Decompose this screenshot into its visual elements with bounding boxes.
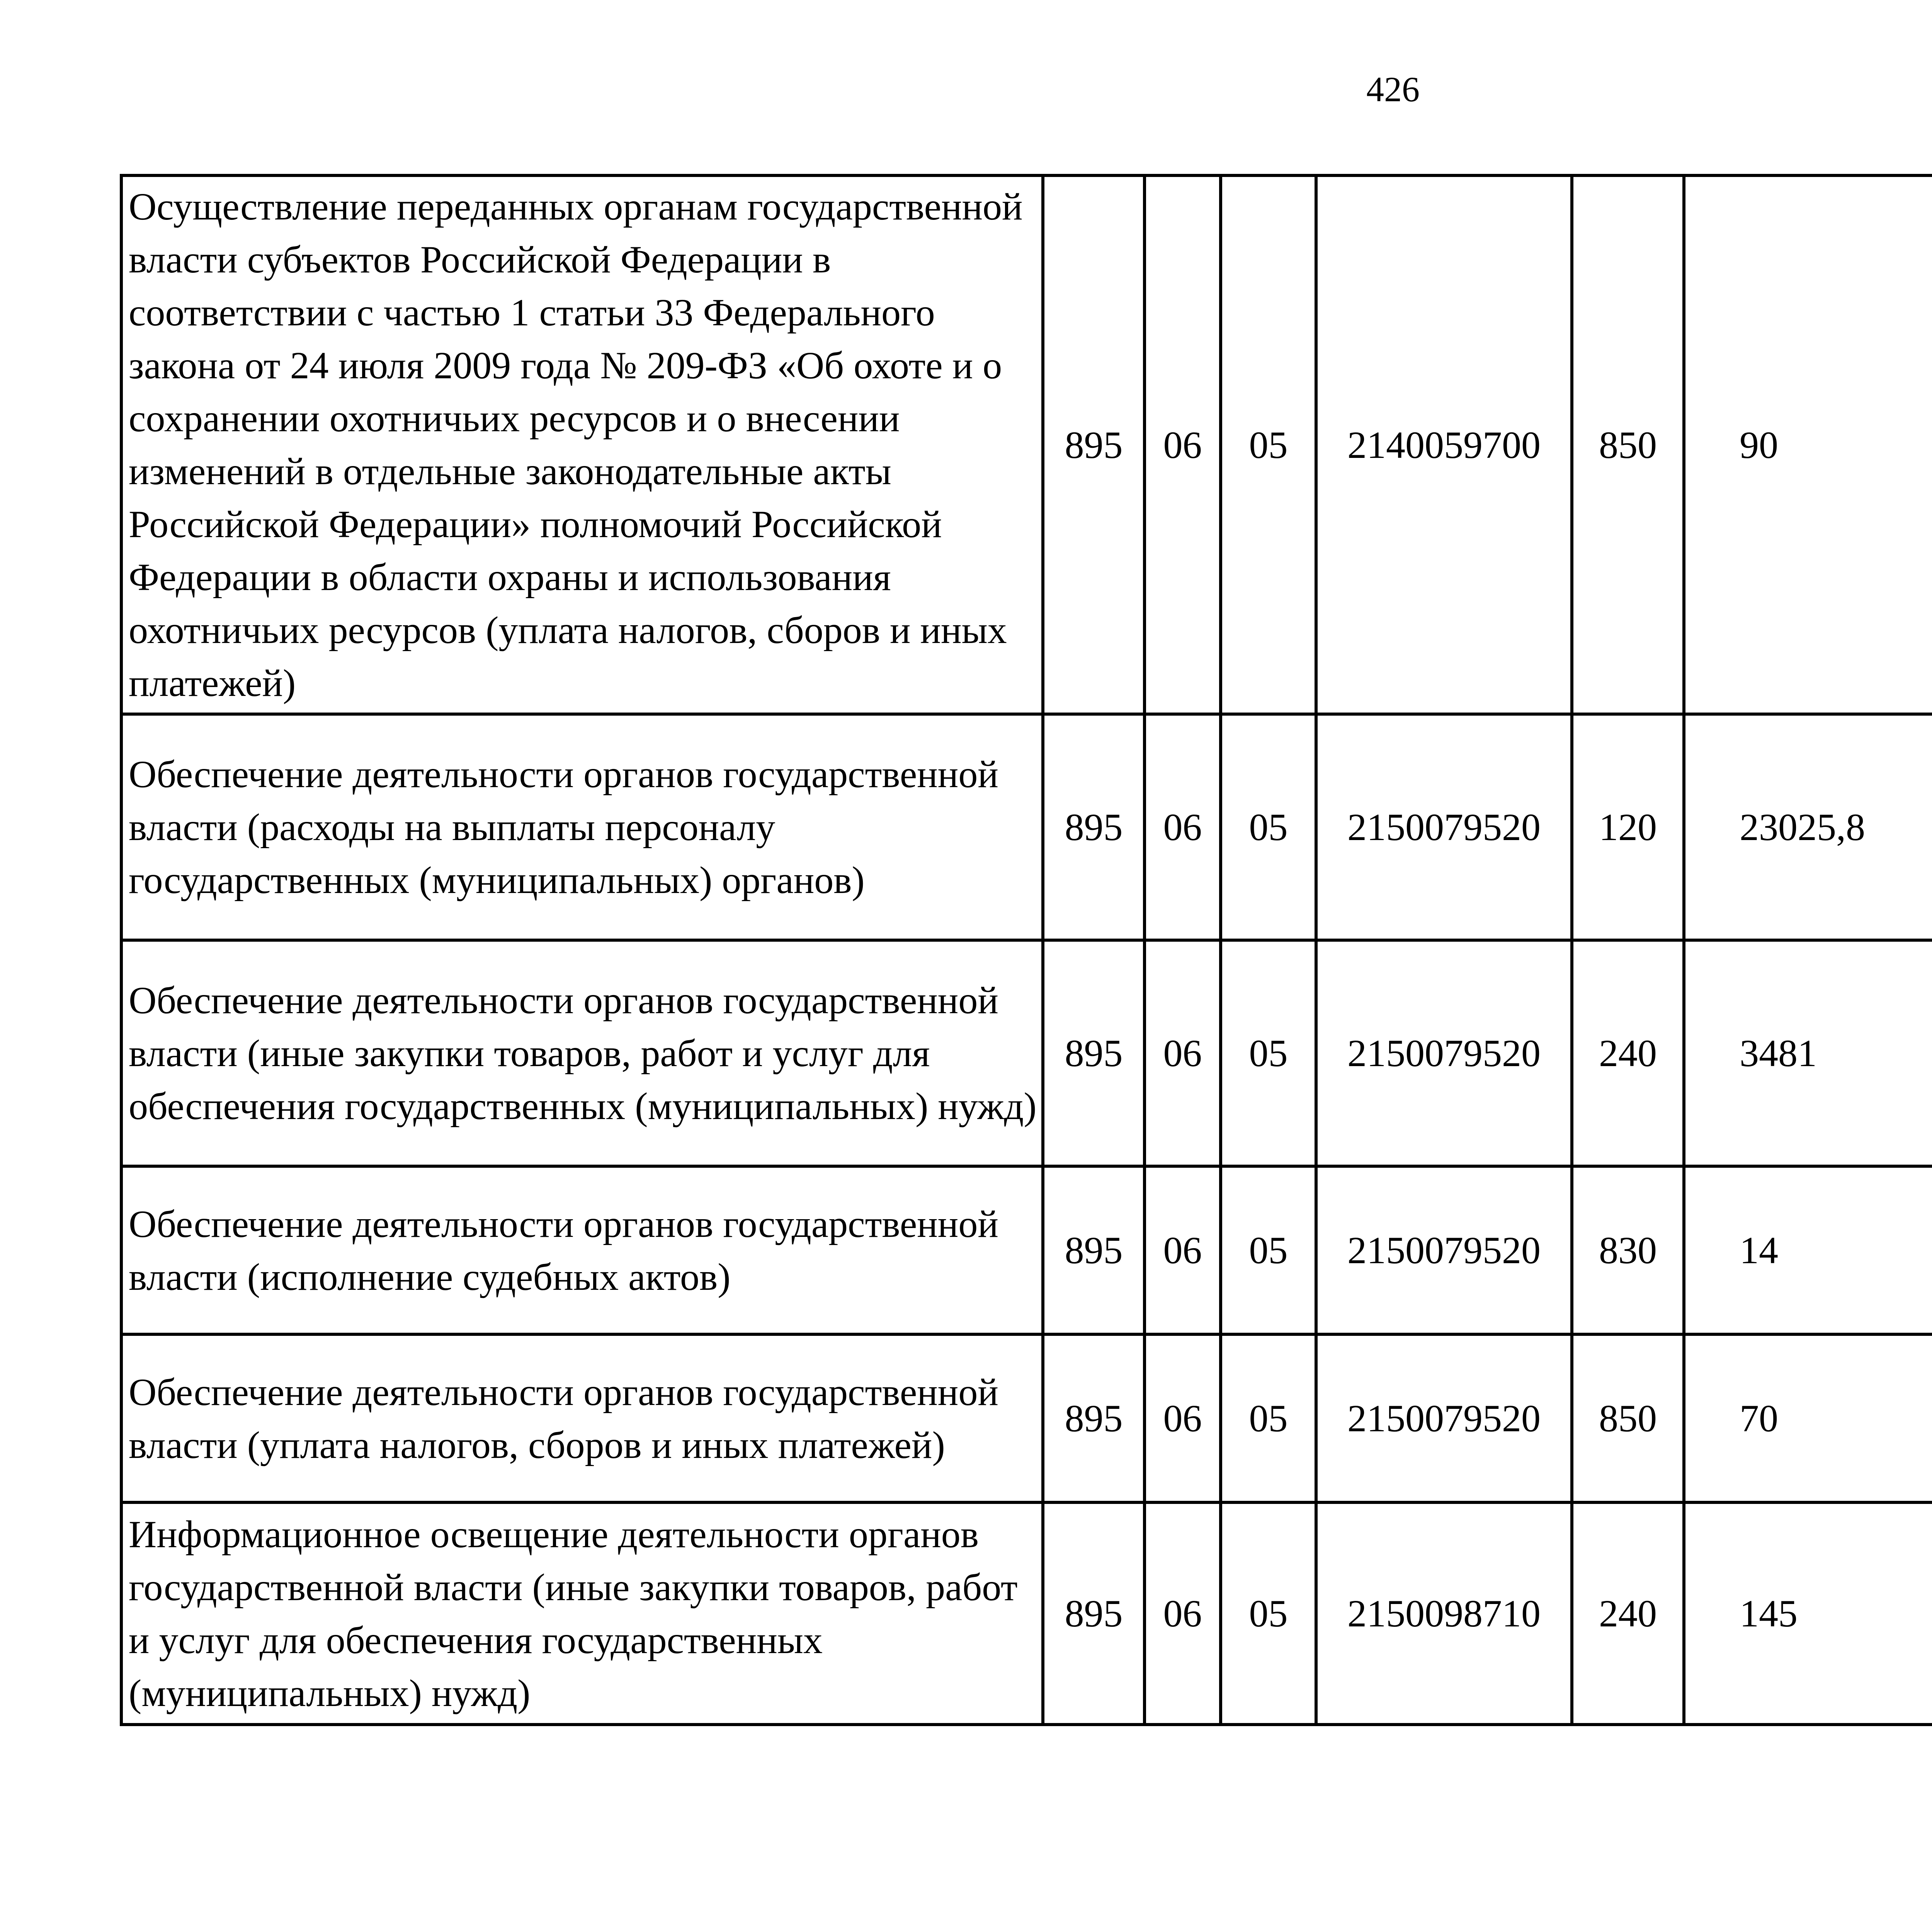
grbs-cell: 895: [1043, 940, 1145, 1166]
subsection-cell: 05: [1221, 1334, 1316, 1502]
subsection-cell: 05: [1221, 714, 1316, 940]
table-row: [121, 940, 1932, 1166]
section-cell: 06: [1145, 1502, 1221, 1725]
table-row: [121, 1502, 1932, 1725]
table-row: [121, 175, 1932, 714]
row-name-cell: Обеспечение деятельности органов государственной власти (иные закупки товаров, работ и услуг для обеспечения государственных (муниципальных) нужд): [121, 940, 1043, 1166]
amount-cell: 14: [1684, 1166, 1932, 1334]
amount-cell: 90: [1684, 175, 1932, 714]
grbs-cell: 895: [1043, 1502, 1145, 1725]
section-cell: 06: [1145, 940, 1221, 1166]
expense-type-cell: 240: [1572, 1502, 1684, 1725]
target-article-cell: 2150098710: [1316, 1502, 1572, 1725]
section-cell: 06: [1145, 175, 1221, 714]
grbs-cell: 895: [1043, 714, 1145, 940]
page-number: 426: [1366, 70, 1420, 109]
amount-cell: 3481: [1684, 940, 1932, 1166]
row-name-cell: Осуществление переданных органам государственной власти субъектов Российской Федерации в соответствии с частью 1 статьи 33 Федерального закона от 24 июля 2009 года № 209-ФЗ «Об охоте и о сохранении охотничьих ресурсов и о внесении изменений в отдельные законодательные акты Российской Федерации» полномочий Российской Федерации в области охраны и использования охотничьих ресурсов (уплата налогов, сборов и иных платежей): [121, 175, 1043, 714]
target-article-cell: 2140059700: [1316, 175, 1572, 714]
table-row: [121, 1334, 1932, 1502]
target-article-cell: 2150079520: [1316, 714, 1572, 940]
row-name-cell: Информационное освещение деятельности органов государственной власти (иные закупки товаров, работ и услуг для обеспечения государственных (муниципальных) нужд): [121, 1502, 1043, 1725]
amount-cell: 145: [1684, 1502, 1932, 1725]
section-cell: 06: [1145, 1334, 1221, 1502]
target-article-cell: 2150079520: [1316, 1334, 1572, 1502]
amount-cell: 70: [1684, 1334, 1932, 1502]
expense-type-cell: 120: [1572, 714, 1684, 940]
expense-type-cell: 850: [1572, 1334, 1684, 1502]
table-row: [121, 714, 1932, 940]
amount-cell: 23025,8: [1684, 714, 1932, 940]
subsection-cell: 05: [1221, 1166, 1316, 1334]
expense-type-cell: 830: [1572, 1166, 1684, 1334]
subsection-cell: 05: [1221, 940, 1316, 1166]
table-row: [121, 1166, 1932, 1334]
subsection-cell: 05: [1221, 175, 1316, 714]
target-article-cell: 2150079520: [1316, 1166, 1572, 1334]
section-cell: 06: [1145, 1166, 1221, 1334]
section-cell: 06: [1145, 714, 1221, 940]
row-name-cell: Обеспечение деятельности органов государственной власти (расходы на выплаты персоналу государственных (муниципальных) органов): [121, 714, 1043, 940]
grbs-cell: 895: [1043, 1166, 1145, 1334]
target-article-cell: 2150079520: [1316, 940, 1572, 1166]
expense-type-cell: 850: [1572, 175, 1684, 714]
expense-type-cell: 240: [1572, 940, 1684, 1166]
grbs-cell: 895: [1043, 1334, 1145, 1502]
subsection-cell: 05: [1221, 1502, 1316, 1725]
budget-table: [120, 174, 1932, 1726]
grbs-cell: 895: [1043, 175, 1145, 714]
row-name-cell: Обеспечение деятельности органов государственной власти (уплата налогов, сборов и иных платежей): [121, 1334, 1043, 1502]
row-name-cell: Обеспечение деятельности органов государственной власти (исполнение судебных актов): [121, 1166, 1043, 1334]
